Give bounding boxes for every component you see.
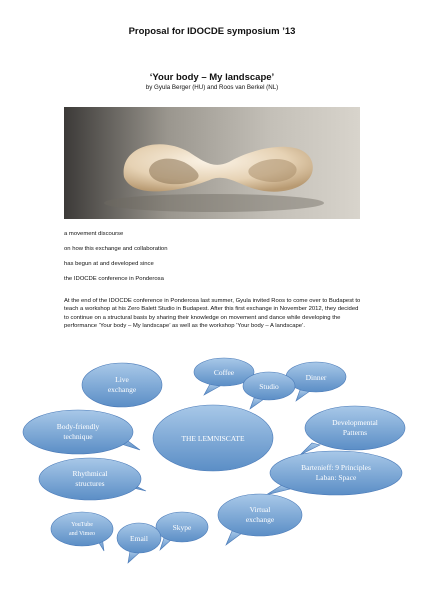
bubble-virtual-exchange <box>218 494 302 545</box>
bubble-label: technique <box>63 432 93 441</box>
bubble-label: THE LEMNISCATE <box>181 434 245 443</box>
lemniscate-sculpture-image <box>64 107 360 219</box>
bubble-label: Studio <box>259 382 279 391</box>
intro-line: a movement discourse <box>64 231 124 237</box>
bubble-studio <box>243 372 295 409</box>
bubble-developmental-patterns <box>300 406 405 455</box>
bubble-label: Email <box>130 534 148 543</box>
bubble-label: Rhythmical <box>72 469 108 478</box>
bubble-youtube-vimeo <box>51 512 113 551</box>
bubble-label: YouTube <box>71 522 93 528</box>
bubble-the-lemniscate <box>153 405 273 471</box>
bubble-label: Live <box>115 375 129 384</box>
document-subtitle: ‘Your body – My landscape’ <box>149 72 275 83</box>
bubble-label: Developmental <box>332 418 378 427</box>
bubble-dinner <box>286 362 346 401</box>
bubble-label: exchange <box>245 515 275 524</box>
bubble-label: Virtual <box>249 505 271 514</box>
bubble-diagram <box>0 355 424 600</box>
bubble-email <box>117 523 161 563</box>
bubble-skype <box>156 512 208 550</box>
bubble-label: and Vimeo <box>68 531 96 537</box>
bubble-label: Patterns <box>342 428 368 437</box>
bubble-label: Laban: Space <box>315 473 357 482</box>
bubble-label: Skype <box>172 523 192 532</box>
bubble-label: Dinner <box>305 373 327 382</box>
bubble-label: Bartenieff: 9 Principles <box>301 463 371 472</box>
intro-line: the IDOCDE conference in Ponderosa <box>64 276 164 282</box>
bubble-body-friendly-technique <box>23 410 140 454</box>
bubble-label: Coffee <box>213 368 235 377</box>
body-paragraph: At the end of the IDOCDE conference in Ponderosa last summer, Gyula invited Roos to come over to Budapest to teach a workshop at his Zero Balett Studio in Budapest. After this first exchange in November 2012, they decided to continue on a structural basis by sharing their knowledge on movement and dance while developing the performance ‘Your body – My landscape’ as well as the workshop ‘Your body – A landscape’. <box>64 298 361 330</box>
intro-line: has begun at and developed since <box>64 261 154 267</box>
bubble-bartenieff-laban <box>266 451 402 495</box>
authors-line: by Gyula Berger (HU) and Roos van Berkel (NL) <box>145 84 279 91</box>
bubble-rhythmical-structures <box>39 458 146 500</box>
document-title: Proposal for IDOCDE symposium ’13 <box>128 26 296 37</box>
bubble-label: structures <box>75 479 105 488</box>
bubble-label: exchange <box>107 385 137 394</box>
intro-line: on how this exchange and collaboration <box>64 246 168 252</box>
bubble-label: Body-friendly <box>56 422 100 431</box>
